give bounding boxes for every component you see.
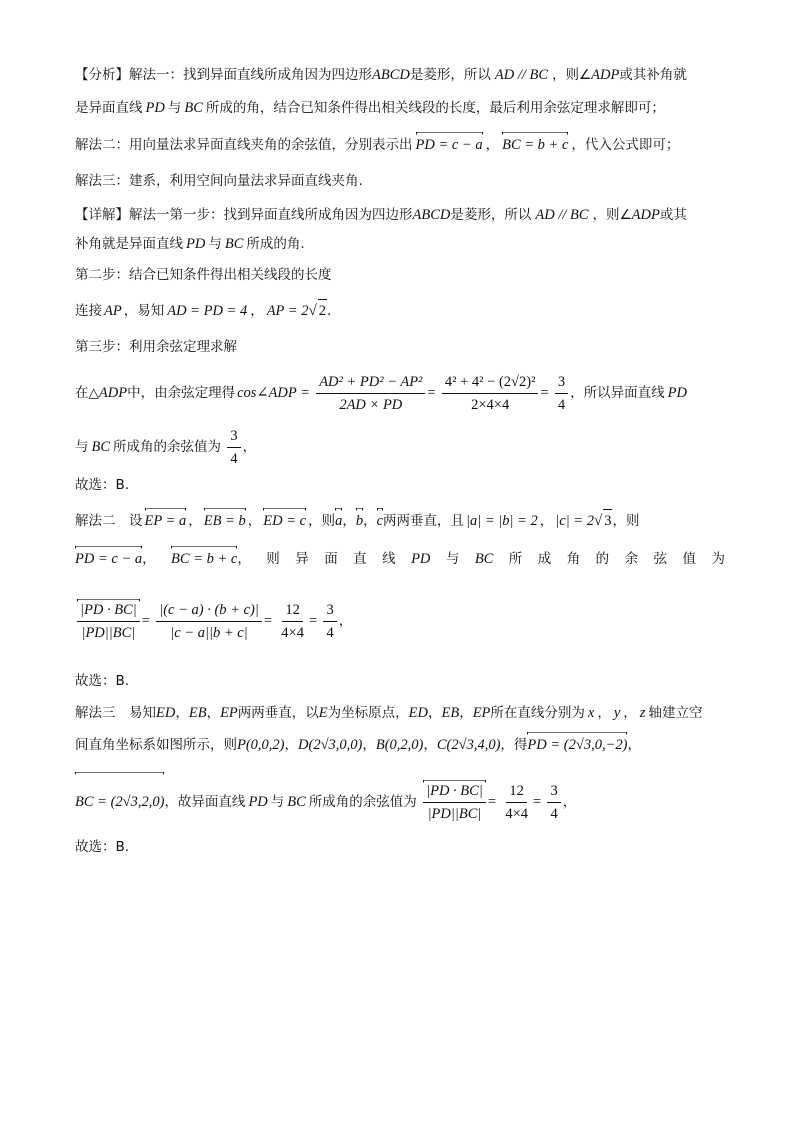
method-3-line-3: BC = (2√3,2,0)，故异面直线 PD 与 BC 所成角的余弦值为 $\frac{|PD \cdot BC|}{|PD||BC|}$ = $\frac{12}{4\times 4}$ = $\frac{3}{4}$ ， <box>75 774 724 830</box>
coordinate-result-fraction: $\frac{3}{4}$ <box>547 782 560 823</box>
vector-cosine-fraction: $\frac{|PD \cdot BC|}{|PD||BC|}$ <box>77 601 140 642</box>
detail-line-1: 【详解】解法一第一步：找到异面直线所成角因为四边形ABCD是菱形，所以 AD // BC ，则∠ADP或其 <box>75 207 687 223</box>
coordinate-cosine-fraction: $\frac{|PD \cdot BC|}{|PD||BC|}$ <box>423 782 486 823</box>
vector-numeric-fraction: $\frac{12}{4\times 4}$ <box>281 601 304 641</box>
cosine-substitution-fraction: $\frac{\text{4² + 4² − (2√2)²}}{2\times 4\times 4}$ <box>442 373 539 414</box>
method-3-summary: 解法三：建系，利用空间向量法求异面直线夹角. <box>75 173 363 189</box>
cosine-conclusion-line: 与 BC 所成角的余弦值为 $\frac{3}{4}$ ， <box>75 427 257 467</box>
vector-expanded-fraction: $\frac{|(c - a) \cdot (b + c)|}{|c - a||b + c|}$ <box>156 601 262 642</box>
method-2-line-1: 解法二 设 EP = a ， EB = b ， ED = c ，则a，b，c两两垂直，且 |a| = |b| = 2 ， |c| = 2√ 3，则 <box>75 509 724 532</box>
step-2-content: 连接 AP ，易知 AD = PD = 4 ， AP = 2√ 2. <box>75 299 724 322</box>
method-2-line-2: PD = c − a， BC = b + c， 则 异 面 直 线 PD 与 BC 所 成 角 的 余 弦 值 为 <box>75 548 725 570</box>
choice-3: 故选：B. <box>75 839 130 855</box>
choice-2: 故选：B. <box>75 673 130 689</box>
detail-line-2: 补角就是异面直线 PD 与 BC 所成的角. <box>75 236 305 252</box>
step-2-heading: 第二步：结合已知条件得出相关线段的长度 <box>75 267 332 283</box>
cosine-formula-fraction: $\frac{\text{AD² + PD² − AP²}}{2AD \times PD}$ <box>316 373 425 414</box>
cosine-law-line: 在△ADP中，由余弦定理得 cos∠ADP = $\frac{\text{AD² + PD² − AP²}}{2AD \times PD}$ = $\frac{\text{4² + 4² − (2√2)²}}{2\times 4\times 4}$ = $\frac{3}{4}$ ，所以异面直线 PD <box>75 373 687 413</box>
cosine-result-fraction: $\frac{3}{4}$ <box>555 373 568 414</box>
choice-1: 故选：B. <box>75 477 130 493</box>
method-2-summary: 解法二：用向量法求异面直线夹角的余弦值，分别表示出 PD = c − a ， BC = b + c ，代入公式即可； <box>75 134 724 156</box>
coordinate-numeric-fraction: $\frac{12}{4\times 4}$ <box>505 782 528 822</box>
method-3-line-2: 间直角坐标系如图所示，则P(0,0,2)，D(2√3,0,0)，B(0,2,0)，C(2√3,4,0)，得PD = (2√3,0,−2)， <box>75 734 724 756</box>
detail-tag: 【详解】 <box>75 207 129 223</box>
method-2-formula: $\frac{|PD \cdot BC|}{|PD||BC|}$ = $\frac{|(c - a) \cdot (b + c)|}{|c - a||b + c|}$ = $\frac{12}{4\times 4}$ = $\frac{3}{4}$ ， <box>75 593 724 649</box>
method-3-line-1: 解法三 易知ED，EB，EP两两垂直，以E为坐标原点，ED，EB，EP所在直线分别为 x ， y ， z 轴建立空 <box>75 705 703 721</box>
cosine-value-fraction: $\frac{3}{4}$ <box>227 427 240 468</box>
step-3-heading: 第三步：利用余弦定理求解 <box>75 339 237 355</box>
analysis-line-2: 是异面直线 PD 与 BC 所成的角，结合已知条件得出相关线段的长度，最后利用余弦定理求解即可； <box>75 100 665 116</box>
vector-result-fraction: $\frac{3}{4}$ <box>323 601 336 642</box>
analysis-tag: 【分析】 <box>75 67 129 83</box>
analysis-line-1: 【分析】解法一：找到异面直线所成角因为四边形ABCD是菱形，所以 AD // BC ，则∠ADP或其补角就 <box>75 67 687 83</box>
